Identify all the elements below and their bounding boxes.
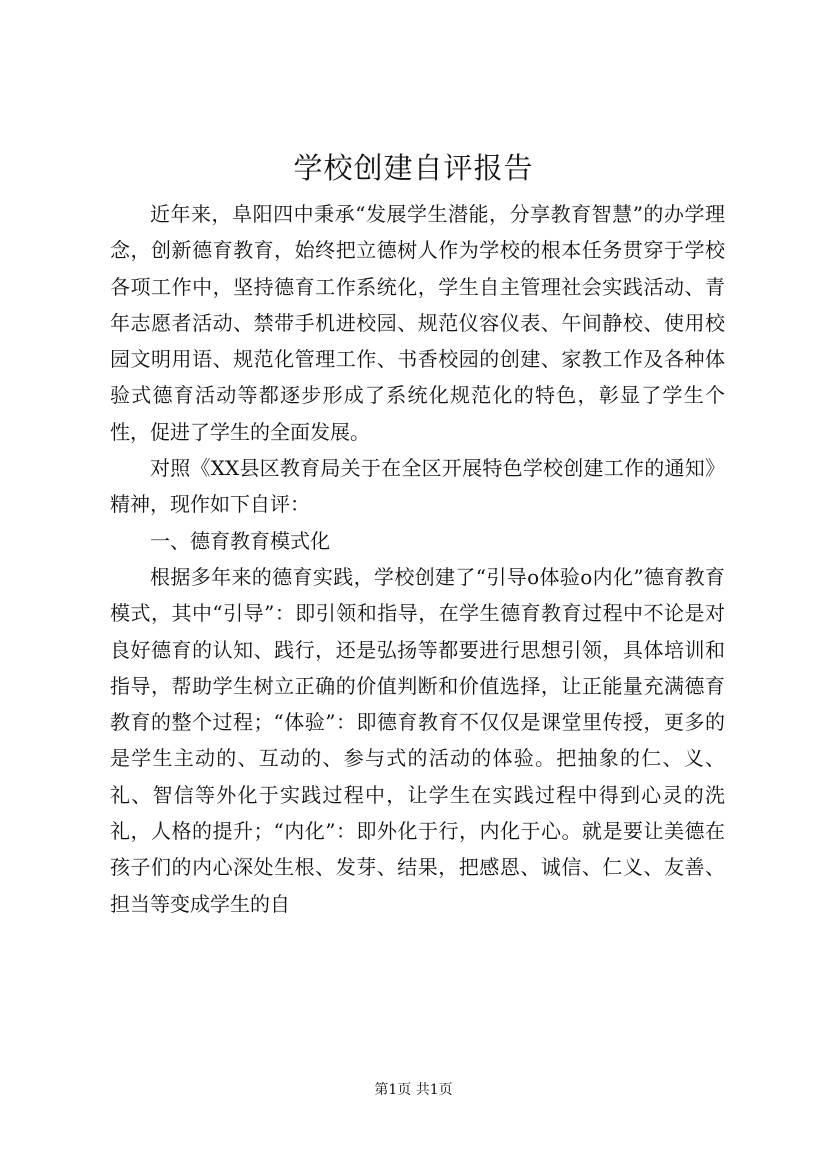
document-title: 学校创建自评报告: [293, 151, 534, 185]
document-body: [110, 196, 725, 922]
page-footer: 第1页 共1页: [374, 1082, 453, 1098]
section-heading-moral-education: 一、德育教育模式化: [150, 528, 330, 553]
paragraph-intro: 近年来，阜阳四中秉承“发展学生潜能，分享教育智慧”的办学理念，创新德育教育，始终把立德树人作为学校的根本任务贯穿于学校各项工作中，坚持德育工作系统化，学生自主管理社会实践活动、青年志愿者活动、禁带手机进校园、规范仪容仪表、午间静校、使用校园文明用语、规范化管理工作、书香校园的创建、家教工作及各种体验式德育活动等都逐步形成了系统化规范化的特色，彰显了学生个性，促进了学生的全面发展。: [110, 202, 725, 444]
paragraph-self-evaluation: 对照《XX县区教育局关于在全区开展特色学校创建工作的通知》精神，现作如下自评：: [110, 456, 725, 517]
paragraph-moral-education-model: 根据多年来的德育实践，学校创建了“引导o体验o内化”德育教育模式，其中“引导”：即引领和指导，在学生德育教育过程中不论是对良好德育的认知、践行，还是弘扬等都要进行思想引领，具体培训和指导，帮助学生树立正确的价值判断和价值选择，让正能量充满德育教育的整个过程；“体验”：即德育教育不仅仅是课堂里传授，更多的是学生主动的、互动的、参与式的活动的体验。把抽象的仁、义、礼、智信等外化于实践过程中，让学生在实践过程中得到心灵的洗礼，人格的提升；“内化”：即外化于行，内化于心。就是要让美德在孩子们的内心深处生根、发芽、结果，把感恩、诚信、仁义、友善、担当等变成学生的自: [110, 564, 725, 916]
